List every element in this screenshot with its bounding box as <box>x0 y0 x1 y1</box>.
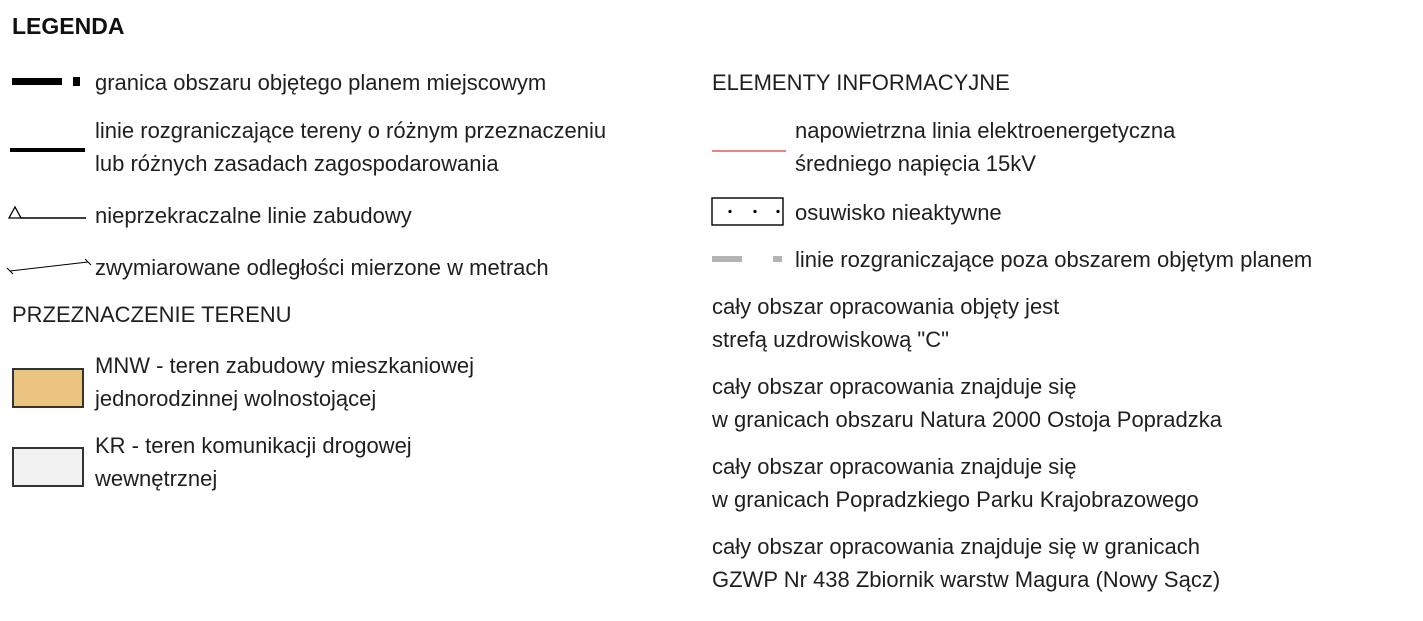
red-power-line-icon <box>712 150 787 154</box>
legend-item-mnw-1: MNW - teren zabudowy mieszkaniowej <box>95 353 475 378</box>
legend-item-external-lines: linie rozgraniczające poza obszarem objętym planem <box>795 247 1313 272</box>
legend-item-power-line-2: średniego napięcia 15kV <box>795 151 1036 176</box>
section-land-use-heading: PRZEZNACZENIE TERENU <box>12 302 292 327</box>
section-info-heading: ELEMENTY INFORMACYJNE <box>712 70 1010 95</box>
solid-black-line-icon <box>10 148 86 154</box>
kr-color-swatch <box>12 447 84 487</box>
note-spa-zone-1: cały obszar opracowania objęty jest <box>712 294 1060 319</box>
dotted-box-icon <box>711 197 785 227</box>
legend-item-mnw-2: jednorodzinnej wolnostojącej <box>95 386 377 411</box>
legend-item-landslide: osuwisko nieaktywne <box>795 200 1002 225</box>
mnw-color-swatch <box>12 368 84 408</box>
note-gzwp-1: cały obszar opracowania znajduje się w granicach <box>712 534 1200 559</box>
note-natura-2: w granicach obszaru Natura 2000 Ostoja Popradzka <box>712 407 1222 432</box>
legend-item-demarcation-line-1: linie rozgraniczające tereny o różnym przeznaczeniu <box>95 118 607 143</box>
legend-item-demarcation-line-2: lub różnych zasadach zagospodarowania <box>95 151 499 176</box>
legend-item-building-line: nieprzekraczalne linie zabudowy <box>95 203 412 228</box>
note-landscape-park-1: cały obszar opracowania znajduje się <box>712 454 1077 479</box>
legend-title: LEGENDA <box>12 13 125 39</box>
thick-dashed-boundary-icon <box>12 76 82 88</box>
note-gzwp-2: GZWP Nr 438 Zbiornik warstw Magura (Nowy Sącz) <box>712 567 1221 592</box>
legend-item-kr-1: KR - teren komunikacji drogowej <box>95 433 412 458</box>
legend-item-power-line-1: napowietrzna linia elektroenergetyczna <box>795 118 1176 143</box>
legend-item-kr-2: wewnętrznej <box>95 466 218 491</box>
legend-item-dimensions: zwymiarowane odległości mierzone w metrach <box>95 255 549 280</box>
dimension-line-icon <box>8 256 90 274</box>
note-natura-1: cały obszar opracowania znajduje się <box>712 374 1077 399</box>
triangle-line-icon <box>8 203 88 221</box>
note-landscape-park-2: w granicach Popradzkiego Parku Krajobrazowego <box>712 487 1199 512</box>
legend-item-plan-boundary: granica obszaru objętego planem miejscowym <box>95 70 547 95</box>
gray-dashed-line-icon <box>712 255 787 263</box>
note-spa-zone-2: strefą uzdrowiskową "C" <box>712 327 949 352</box>
